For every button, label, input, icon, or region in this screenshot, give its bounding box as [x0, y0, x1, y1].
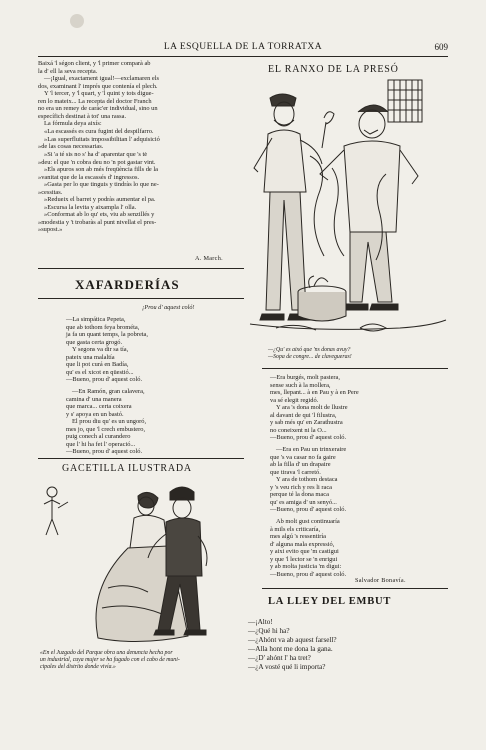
dialogue-line: —¿Qué hi ha? [248, 627, 290, 635]
verse-line: va sé elegit regidó. [270, 396, 319, 404]
prison-cartoon-illustration [240, 78, 450, 346]
verse-line: qu' es el xicot en qüestió... [66, 368, 134, 376]
verse-line: Y ara 's dona molt de llustre [276, 404, 348, 411]
xafarderias-signature: Salvador Bonavía. [355, 577, 406, 584]
story-line: Y 'l tercer, y 'l quart, y 'l quint y tots diguе- [44, 90, 154, 97]
verse-line: Y ara de tothom destaca [276, 476, 338, 483]
gacetilla-caption-line: «En el Juzgado del Parque obra una denuncia hecha por [40, 650, 173, 656]
verse-line: mes jo, que 'l crech embustero, [66, 425, 146, 433]
verse-line: —Bueno, prou d' aquest coló. [270, 434, 347, 441]
story-line: específich destinat à tot' una rassa. [38, 112, 127, 120]
xafarderias-title: XAFARDERÍAS [75, 277, 180, 292]
verse-line: no coneixent ni la O... [270, 426, 327, 434]
verse-line: Y segons va dir sa tía, [72, 346, 129, 353]
header-rule [38, 56, 448, 57]
verse-line: que tirava 'l carretó. [270, 468, 321, 476]
xafarderias-end-rule [262, 588, 448, 589]
story-line: La fórmula deya aixís: [44, 120, 102, 127]
verse-line: puig conech al curandero [66, 433, 131, 440]
lley-title: LA LLEY DEL EMBUT [268, 596, 392, 607]
verse-line: Ab molt gust continuaría [276, 518, 340, 525]
dialogue-line: —¿D' ahónt l' ha tret? [248, 654, 311, 662]
verse-line: —Bueno, prou d' aquest coló. [66, 376, 143, 383]
story-line: —¡Igual, exactament igual!—exclamaren els [44, 75, 159, 82]
xafarderias-epigraph: ¡Prou d' aquest coló! [142, 304, 195, 311]
verse-line: que li pot curá en Badía, [66, 361, 129, 368]
verse-line: —Bueno, prou d' aquest coló. [270, 506, 347, 513]
ranxo-title: EL RANXO DE LA PRESÓ [268, 64, 399, 75]
gacetilla-caption-line: un industrial, cuya mujer se ha fugado con el cabo de muni- [40, 657, 180, 663]
verse-line: —Era en Pau un trinxeraire [276, 446, 347, 453]
story-line: »modestia y 't trobaràs al punt nivellat el pres- [38, 218, 157, 226]
verse-line: pateix una malaltía [66, 353, 115, 361]
verse-line: —Era burgés, molt pastera, [270, 374, 340, 381]
dialogue-line: —¡Alto! [248, 618, 273, 626]
story-line: »Escursa la levita y aixampla l' olla. [44, 203, 137, 211]
story-line: la d' ell la seva recepta. [38, 67, 98, 75]
verse-line: que 's va casar no fa gaire [270, 453, 336, 461]
story-line: »vanitat que de la escassés d' ingressos. [38, 173, 140, 181]
story-line: »Conformat ab lo qu' ets, viu ab senzillés y [44, 211, 155, 218]
story-line: »Gasta per lo que tinguis y tindràs lo que ne- [44, 181, 159, 188]
story-line: »Redueix el barret y podràs aumentar el pa. [44, 196, 156, 203]
gacetilla-cartoon-illustration [38, 478, 244, 646]
verse-line: d' alguna mala expressió, [270, 540, 335, 548]
verse-line: y 's veu rich y res li raca [270, 483, 333, 491]
verse-line: y sab més qu' en Zarathustra [270, 419, 343, 426]
verse-line: mes, llepant... à en Pau y à en Pere [270, 389, 359, 396]
verse-line: —En Ramón, gran calavera, [72, 388, 145, 395]
story-line: »de las cosas necessarias. [38, 143, 104, 150]
ranxo-caption-line: —Sopa de congre... de clavegueras! [268, 354, 352, 360]
verse-line: El prou diu qu' es un ungoró, [72, 418, 147, 425]
dialogue-line: —¿Ahónt va ab aquest farsell? [248, 636, 337, 644]
verse-line: —Bueno, prou d' aquest coló. [66, 448, 143, 455]
xafarderias-left-end-rule [38, 458, 244, 459]
verse-line: ja fa un quant temps, la pobreta, [66, 331, 148, 338]
verse-line: mes algú 's ressentiría [270, 533, 326, 540]
ranxo-end-rule [262, 368, 448, 369]
story-signature: A. March. [195, 255, 223, 262]
story-line: »Si 'a té sis no s' ha d' aparentar que 's tė [44, 151, 148, 158]
story-end-rule [38, 268, 244, 269]
dialogue-line: —Alla hont me dona la gana. [248, 645, 333, 653]
verse-line: y ab molta justicia 'm digui: [270, 563, 342, 570]
story-line: »cessitas. [38, 188, 63, 196]
verse-line: y s' apoya en un bastó. [66, 410, 124, 418]
verse-line: y aixi evito que 'm castigui [270, 548, 339, 555]
verse-line: al davant de qui 'l filustra, [270, 411, 337, 419]
verse-line: que ab tothom feya brométa, [66, 323, 140, 331]
verse-line: —Bueno, prou d' aquest coló. [270, 570, 347, 578]
story-line: »deu: el que 'n cobra deu no 'n pot gastar vint. [38, 158, 156, 166]
story-line: Baixá 'l ségon client, y 'l primer comparà ab [38, 60, 151, 67]
verse-line: camina d' una manera [66, 395, 122, 403]
page-header [38, 42, 448, 56]
verse-line: que l' hi ha fet l' operació... [66, 440, 136, 448]
verse-line: à mils els criticaría, [270, 525, 321, 533]
verse-line: sense such à la mollera, [270, 381, 331, 389]
verse-line: perque té la dona maca [270, 491, 329, 498]
story-line: »Els apuros son ab més freqüència fills de la [44, 166, 158, 173]
paper-stain [70, 14, 84, 28]
header-title: LA ESQUELLA DE LA TORRATXA [163, 42, 323, 52]
verse-line: —La simpática Pepeta, [66, 316, 126, 323]
verse-line: que marca... certa coixera [66, 403, 132, 410]
verse-line: que gasta certa grogó. [66, 338, 123, 346]
dialogue-line: —¿A vosté qué li importa? [248, 663, 326, 671]
story-line: »Las superfluitats impossibilitan l' adquisició [44, 135, 160, 143]
verse-line: y que 'l lector se 'n enrigui [270, 555, 338, 563]
gacetilla-caption-line: cipales del distrito donde vivía.» [40, 664, 116, 670]
story-line: no era un remey de caràc'er individual, sino un [38, 105, 158, 112]
story-line: ren lo mateix... La recepta del doctor Franch [38, 97, 152, 105]
story-line: dos, examinant l' imprés que contenía el plech. [38, 82, 158, 90]
page-number: 609 [434, 42, 448, 52]
story-line: »supost.» [38, 226, 63, 233]
xafarderias-rule [38, 298, 244, 299]
ranxo-caption-line: —¿Qu' es aixó que 'ns donas avuy? [268, 347, 351, 353]
verse-line: qu' es amiga d' un senyó... [270, 498, 337, 506]
story-line: «La escassés es cura fugint del despilfarro. [44, 128, 154, 135]
gacetilla-title: GACETILLA ILUSTRADA [62, 463, 192, 474]
verse-line: ab la filla d' un drapaire [270, 461, 331, 468]
